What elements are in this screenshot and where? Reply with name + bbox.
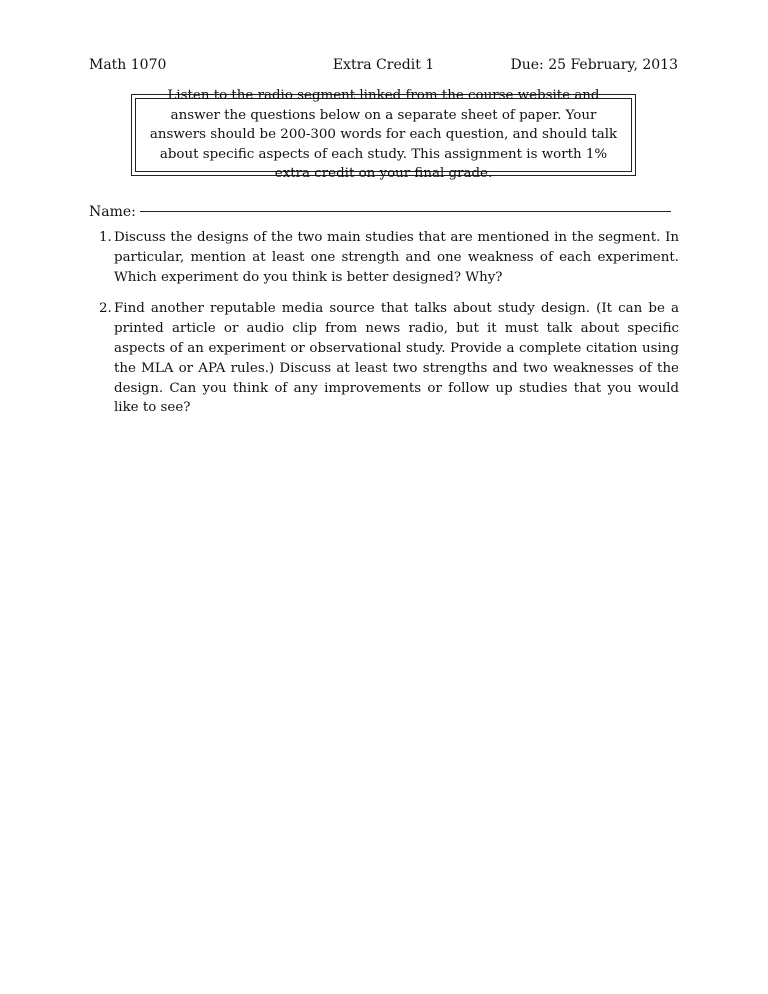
question-number: 2. bbox=[99, 301, 112, 317]
name-field bbox=[89, 202, 679, 222]
question-item bbox=[89, 299, 679, 418]
name-blank-line bbox=[140, 211, 671, 212]
question-text: Discuss the designs of the two main studies that are mentioned in the segment. In particular, mention at least one strength and one weakness of each experiment. Which experiment do you think is better designed? Why? bbox=[114, 230, 679, 285]
question-list bbox=[89, 228, 679, 430]
instructions-box-inner bbox=[135, 88, 632, 182]
question-number: 1. bbox=[99, 230, 112, 245]
course-name: Math 1070 bbox=[89, 57, 167, 73]
due-date: Due: 25 February, 2013 bbox=[510, 57, 678, 73]
name-label: Name: bbox=[89, 204, 136, 220]
page-header bbox=[89, 55, 678, 75]
instructions-box bbox=[131, 88, 636, 182]
assignment-title: Extra Credit 1 bbox=[332, 57, 435, 73]
question-text: Find another reputable media source that talks about study design. (It can be a printed article or audio clip from news radio, but it must talk about specific aspects of an experiment or observational study. Provide a complete citation using the MLA or APA rules.) Discuss at least two strengths and two weaknesses of the design. Can you think of any improvements or follow up studies that you would like to see? bbox=[114, 301, 679, 416]
question-item bbox=[89, 228, 679, 287]
instructions-text: Listen to the radio segment linked from the course website and answer the questions below on a separate sheet of paper. Your answers should be 200-300 words for each question, and should talk about specific aspects of each study. This assignment is worth 1% extra credit on your final grade. bbox=[149, 88, 618, 182]
